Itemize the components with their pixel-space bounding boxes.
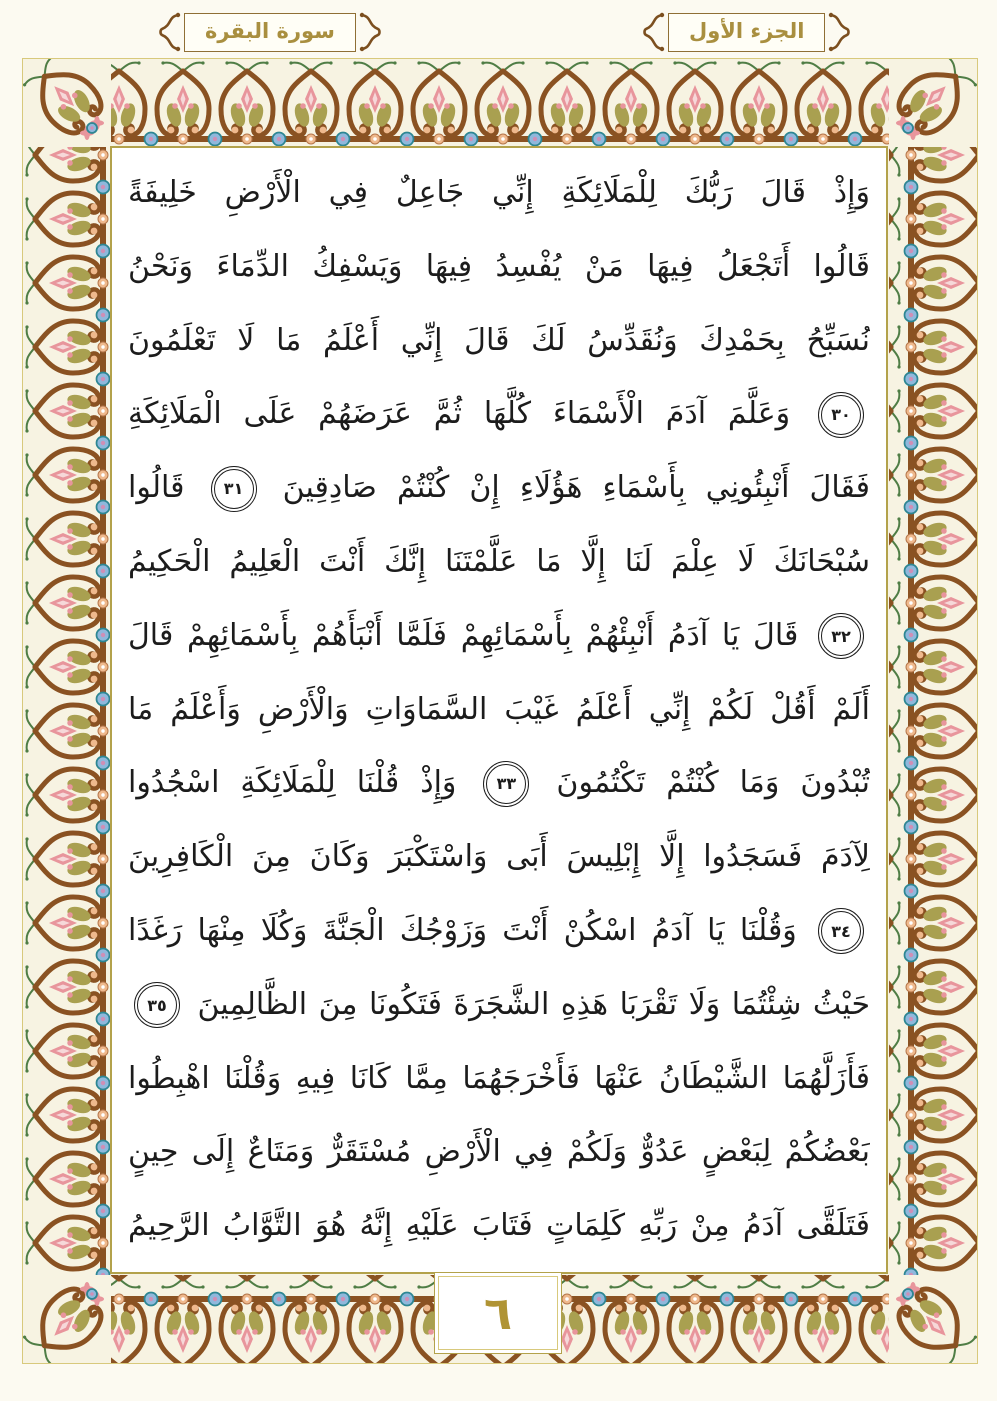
verse-marker-31: ٣١ [214, 469, 254, 509]
quran-text-segment: لِآدَمَ فَسَجَدُوا إِلَّا إِبْلِيسَ أَبَى وَاسْتَكْبَرَ وَكَانَ مِنَ الْكَافِرِينَ [128, 839, 870, 875]
surah-title: سورة البقرة [184, 13, 356, 52]
quran-line-9 [128, 746, 870, 820]
cartouche-bracket-icon [827, 12, 853, 52]
quran-text-segment: بَعْضُكُمْ لِبَعْضٍ عَدُوٌّ وَلَكُمْ فِي الْأَرْضِ مُسْتَقَرٌّ وَمَتَاعٌ إِلَى حِينٍ [128, 1134, 870, 1170]
quran-text-segment: قَالُوا [128, 470, 185, 506]
quran-text-segment: فَقَالَ أَنْبِئُونِي بِأَسْمَاءِ هَؤُلَاءِ إِنْ كُنْتُمْ صَادِقِينَ [282, 470, 870, 506]
quran-text-panel [110, 146, 888, 1274]
quran-line-3 [128, 304, 870, 378]
cartouche-bracket-icon [640, 12, 666, 52]
quran-line-10 [128, 820, 870, 894]
cartouche-bracket-icon [358, 12, 384, 52]
quran-text-segment: فَأَزَلَّهُمَا الشَّيْطَانُ عَنْهَا فَأَخْرَجَهُمَا مِمَّا كَانَا فِيهِ وَقُلْنَا اهْبِطُوا [128, 1060, 870, 1096]
quran-line-8 [128, 673, 870, 747]
quran-text-segment: وَإِذْ قُلْنَا لِلْمَلَائِكَةِ اسْجُدُوا [128, 765, 457, 801]
quran-line-4 [128, 377, 870, 451]
juz-title-cartouche [640, 10, 853, 54]
quran-text-segment: فَتَلَقَّى آدَمُ مِنْ رَبِّهِ كَلِمَاتٍ فَتَابَ عَلَيْهِ إِنَّهُ هُوَ التَّوَّابُ الرَّحِيمُ [128, 1208, 870, 1244]
cartouche-bracket-icon [156, 12, 182, 52]
quran-line-15 [128, 1189, 870, 1263]
quran-line-6 [128, 525, 870, 599]
verse-marker-30: ٣٠ [821, 395, 861, 435]
verse-marker-33: ٣٣ [486, 764, 526, 804]
page-number-box [434, 1272, 562, 1354]
quran-text-segment: نُسَبِّحُ بِحَمْدِكَ وَنُقَدِّسُ لَكَ قَالَ إِنِّي أَعْلَمُ مَا لَا تَعْلَمُونَ [128, 322, 870, 358]
verse-marker-32: ٣٢ [821, 616, 861, 656]
quran-text-segment: حَيْثُ شِئْتُمَا وَلَا تَقْرَبَا هَذِهِ الشَّجَرَةَ فَتَكُونَا مِنَ الظَّالِمِينَ [197, 986, 870, 1022]
quran-text-segment: وَإِذْ قَالَ رَبُّكَ لِلْمَلَائِكَةِ إِنِّي جَاعِلٌ فِي الْأَرْضِ خَلِيفَةً [128, 175, 870, 210]
quran-text-segment: وَعَلَّمَ آدَمَ الْأَسْمَاءَ كُلَّهَا ثُمَّ عَرَضَهُمْ عَلَى الْمَلَائِكَةِ [128, 396, 791, 432]
juz-title: الجزء الأول [668, 13, 825, 52]
quran-line-2 [128, 230, 870, 304]
surah-title-cartouche [156, 10, 384, 54]
quran-text-segment: قَالَ يَا آدَمُ أَنْبِئْهُمْ بِأَسْمَائِهِمْ فَلَمَّا أَنْبَأَهُمْ بِأَسْمَائِهِمْ قَالَ [128, 617, 799, 653]
quran-text-segment: أَلَمْ أَقُلْ لَكُمْ إِنِّي أَعْلَمُ غَيْبَ السَّمَاوَاتِ وَالْأَرْضِ وَأَعْلَمُ مَا [128, 691, 870, 727]
quran-text-segment: قَالُوا أَتَجْعَلُ فِيهَا مَنْ يُفْسِدُ فِيهَا وَيَسْفِكُ الدِّمَاءَ وَنَحْنُ [128, 248, 870, 284]
quran-line-1 [128, 156, 870, 230]
quran-line-13 [128, 1042, 870, 1116]
verse-marker-35: ٣٥ [137, 985, 177, 1025]
quran-line-5 [128, 451, 870, 525]
quran-text-segment: سُبْحَانَكَ لَا عِلْمَ لَنَا إِلَّا مَا عَلَّمْتَنَا إِنَّكَ أَنْتَ الْعَلِيمُ الْحَكِيمُ [128, 543, 870, 579]
quran-text-segment: تُبْدُونَ وَمَا كُنْتُمْ تَكْتُمُونَ [556, 765, 870, 801]
quran-text-segment: وَقُلْنَا يَا آدَمُ اسْكُنْ أَنْتَ وَزَوْجُكَ الْجَنَّةَ وَكُلَا مِنْهَا رَغَدًا [128, 912, 797, 948]
verse-marker-34: ٣٤ [821, 911, 861, 951]
quran-line-7 [128, 599, 870, 673]
quran-line-11 [128, 894, 870, 968]
quran-line-14 [128, 1115, 870, 1189]
page-number: ٦ [483, 1286, 513, 1340]
quran-line-12 [128, 968, 870, 1042]
